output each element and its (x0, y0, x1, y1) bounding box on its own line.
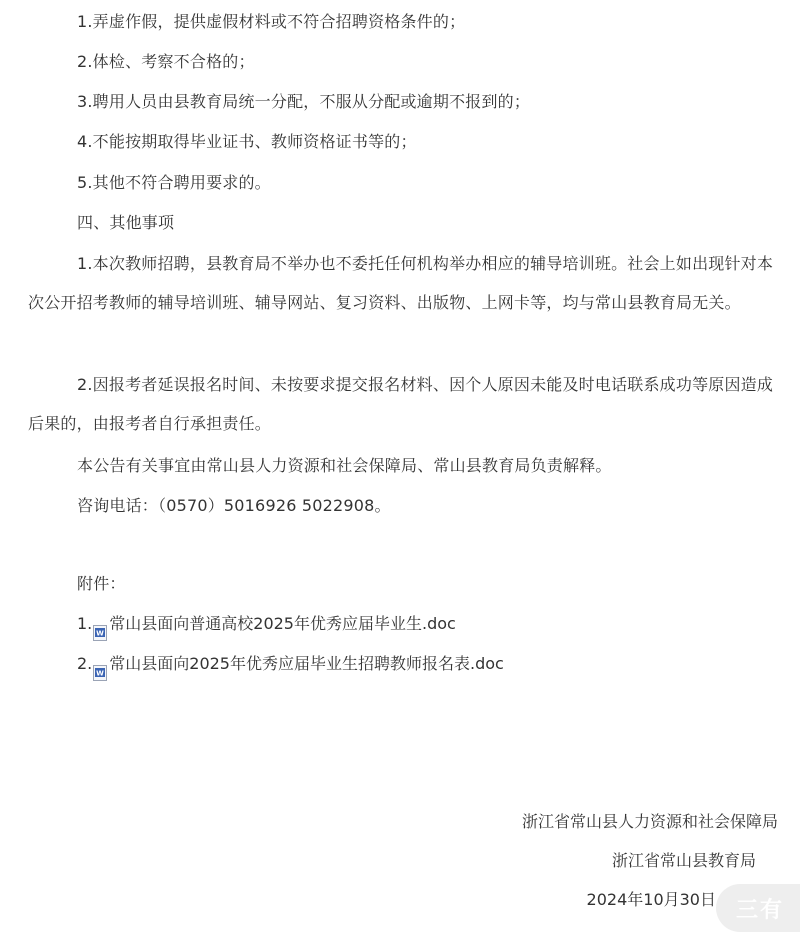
list-item: 2.体检、考察不合格的； (77, 52, 255, 71)
section-heading: 四、其他事项 (77, 213, 175, 232)
svg-text:W: W (96, 669, 105, 678)
list-item: 1.弄虚作假，提供虚假材料或不符合招聘资格条件的； (77, 12, 466, 31)
signature-date: 2024年10月30日 (586, 890, 716, 909)
paragraph-responsibility: 2.因报考者延误报名时间、未按要求提交报名材料、因个人原因未能及时电话联系成功等原因造成后果的，由报考者自行承担责任。 (28, 375, 774, 433)
contact-phone: 咨询电话：（0570）5016926 5022908。 (77, 496, 391, 515)
signature-org-education: 浙江省常山县教育局 (611, 851, 756, 870)
doc-file-icon (93, 657, 107, 678)
explanation-text: 本公告有关事宜由常山县人力资源和社会保障局、常山县教育局负责解释。 (77, 456, 612, 475)
attachment-number: 1. (77, 614, 93, 633)
paragraph-no-tutoring: 1.本次教师招聘，县教育局不举办也不委托任何机构举办相应的辅导培训班。社会上如出现针对本次公开招考教师的辅导培训班、辅导网站、复习资料、出版物、上网卡等，均与常山县教育局无关。 (28, 254, 774, 312)
list-item: 5.其他不符合聘用要求的。 (77, 173, 271, 192)
signature-org-hrss: 浙江省常山县人力资源和社会保障局 (521, 812, 778, 831)
svg-text:W: W (96, 629, 105, 638)
doc-file-icon (93, 617, 107, 638)
list-item: 3.聘用人员由县教育局统一分配，不服从分配或逾期不报到的； (77, 92, 531, 111)
attachment-number: 2. (77, 654, 93, 673)
attachments-label: 附件： (77, 574, 126, 593)
attachment-item[interactable] (77, 605, 456, 643)
watermark-logo (716, 884, 800, 932)
attachment-link[interactable]: 常山县面向2025年优秀应届毕业生招聘教师报名表.doc (109, 654, 504, 673)
watermark-text: 三有 (735, 897, 784, 923)
attachment-item[interactable] (77, 645, 504, 683)
attachment-link[interactable]: 常山县面向普通高校2025年优秀应届毕业生.doc (109, 614, 456, 633)
list-item: 4.不能按期取得毕业证书、教师资格证书等的； (77, 132, 417, 151)
